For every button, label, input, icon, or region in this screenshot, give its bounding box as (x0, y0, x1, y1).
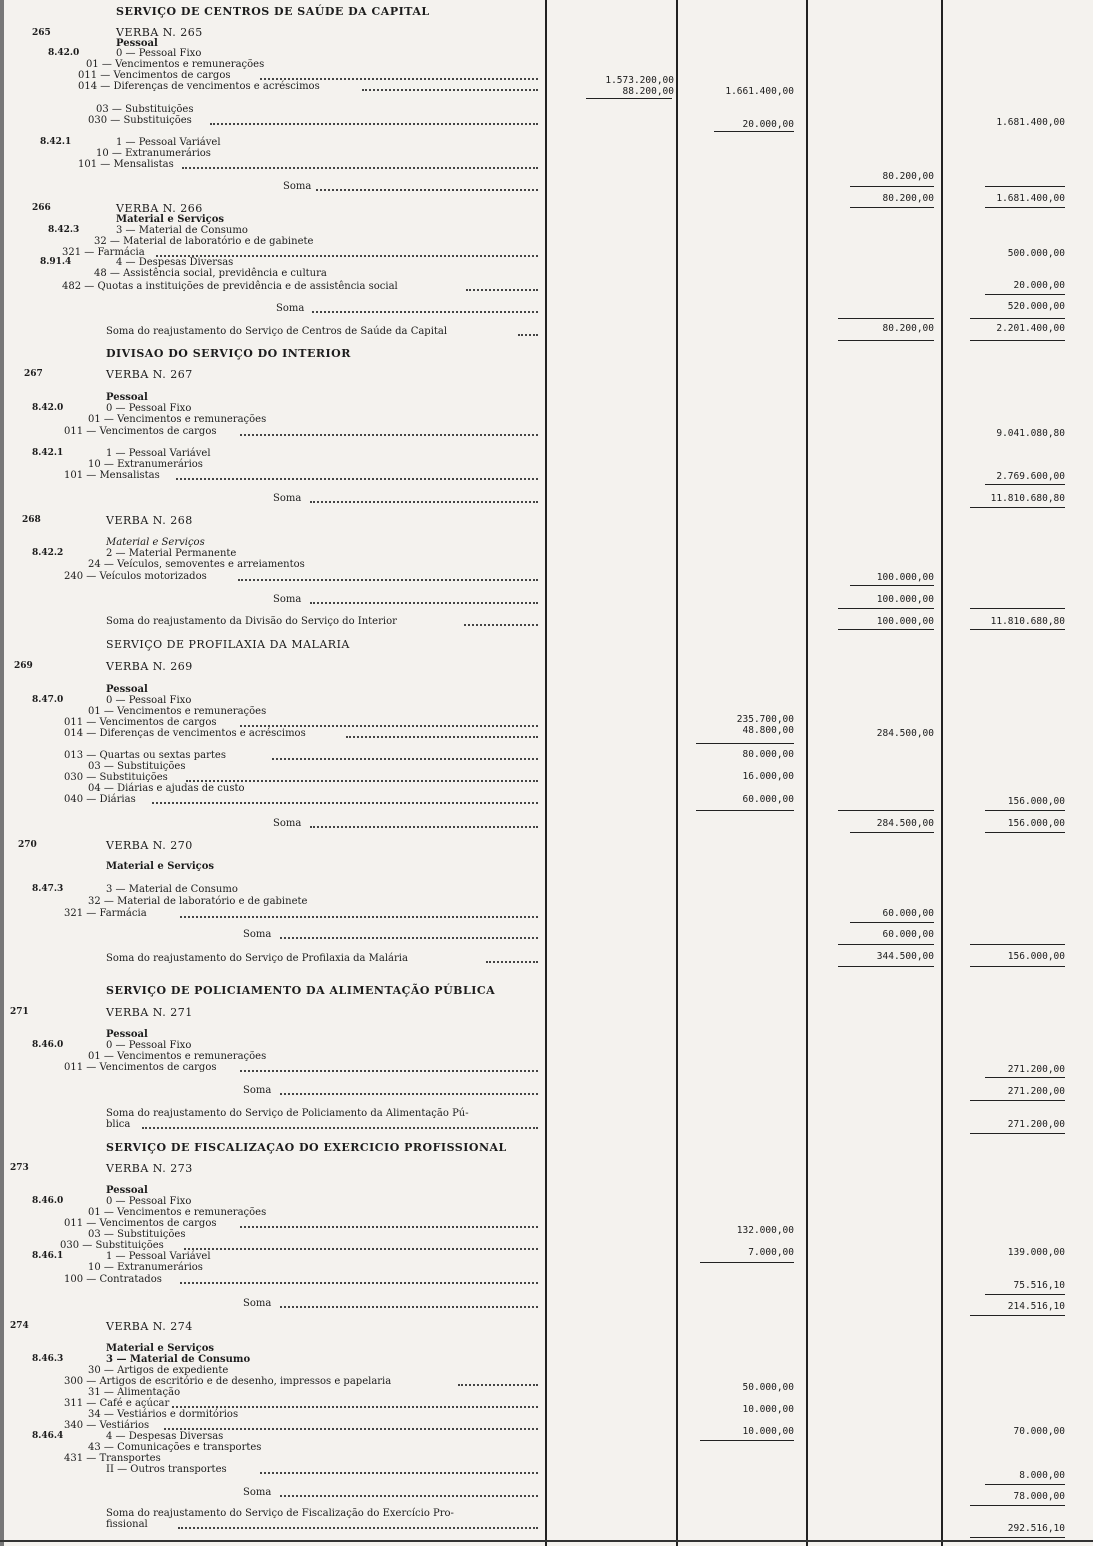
amount: 2.769.600,00 (996, 471, 1065, 482)
amount: 1.661.400,00 (725, 86, 794, 97)
total-rule (970, 1133, 1065, 1134)
amount: 235.700,00 (736, 714, 794, 725)
subtotal-rule (985, 810, 1065, 811)
verba-heading: VERBA N. 270 (106, 839, 193, 852)
item-label: 011 — Vencimentos de cargos (64, 717, 217, 728)
column-rule-2 (676, 0, 678, 1546)
item-label: 03 — Substituições (88, 1229, 186, 1240)
item-label: 32 — Material de laboratório e de gabinete (94, 236, 314, 247)
leader-dots (240, 1226, 538, 1230)
subtotal-rule (838, 944, 934, 945)
account-code: 8.47.0 (32, 695, 64, 705)
column-rule-4 (941, 0, 943, 1546)
group-label: Material e Serviços (106, 537, 205, 548)
soma-label: Soma (276, 303, 305, 314)
leader-dots (362, 89, 538, 93)
account-code: 8.42.1 (32, 448, 64, 458)
amount: 344.500,00 (876, 951, 934, 962)
total-rule (838, 966, 934, 967)
margin-code: 270 (18, 840, 37, 850)
leader-dots (280, 1306, 538, 1310)
subtotal-rule (970, 1100, 1065, 1101)
subtotal-rule (985, 294, 1065, 295)
item-label: 101 — Mensalistas (64, 470, 160, 481)
subtotal-rule (714, 131, 794, 132)
account-code: 8.46.3 (32, 1354, 64, 1364)
soma-label: Soma (273, 594, 302, 605)
total-label: fissional (106, 1519, 148, 1530)
item-label: 01 — Vencimentos e remunerações (88, 414, 267, 425)
amount: 292.516,10 (1007, 1523, 1065, 1534)
amount: 60.000,00 (882, 908, 934, 919)
item-label: 011 — Vencimentos de cargos (78, 70, 231, 81)
account-code: 8.91.4 (40, 257, 72, 267)
margin-code: 273 (10, 1163, 29, 1173)
item-label: 011 — Vencimentos de cargos (64, 1218, 217, 1229)
item-label: 482 — Quotas a instituições de previdência e de assistência social (62, 281, 398, 292)
soma-label: Soma (243, 1298, 272, 1309)
amount: 11.810.680,80 (990, 493, 1065, 504)
amount: 88.200,00 (622, 86, 674, 97)
leader-dots (240, 434, 538, 438)
soma-label: Soma (243, 1085, 272, 1096)
soma-label: Soma (273, 818, 302, 829)
verba-heading: VERBA N. 271 (106, 1006, 193, 1019)
margin-code: 274 (10, 1321, 29, 1331)
verba-heading: VERBA N. 268 (106, 514, 193, 527)
soma-label: Soma (273, 493, 302, 504)
total-label: Soma do reajustamento do Serviço de Fiscalização do Exercício Pro- (106, 1508, 454, 1519)
total-label: blica (106, 1119, 131, 1130)
item-label: 01 — Vencimentos e remunerações (88, 1051, 267, 1062)
item-label: 030 — Substituições (64, 772, 168, 783)
amount: 271.200,00 (1007, 1119, 1065, 1130)
leader-dots (310, 826, 538, 830)
margin-code: 265 (32, 28, 51, 38)
item-label: 01 — Vencimentos e remunerações (86, 59, 265, 70)
amount: 8.000,00 (1019, 1470, 1065, 1481)
account-code: 8.42.3 (48, 225, 80, 235)
leader-dots (312, 311, 538, 315)
item-label: 2 — Material Permanente (106, 548, 237, 559)
subtotal-rule (696, 810, 794, 811)
item-label: 4 — Despesas Diversas (106, 1431, 224, 1442)
item-label: 1 — Pessoal Variável (106, 448, 211, 459)
amount: 156.000,00 (1007, 951, 1065, 962)
item-label: 24 — Veículos, semoventes e arreiamentos (88, 559, 305, 570)
amount: 70.000,00 (1013, 1426, 1065, 1437)
total-label: Soma do reajustamento da Divisão do Serviço do Interior (106, 616, 397, 627)
item-label: 10 — Extranumerários (88, 1262, 203, 1273)
margin-code: 269 (14, 661, 33, 671)
subtotal-rule (850, 922, 934, 923)
subtotal-rule (985, 1484, 1065, 1485)
amount: 100.000,00 (876, 594, 934, 605)
amount: 10.000,00 (742, 1404, 794, 1415)
account-code: 8.42.0 (48, 48, 80, 58)
subtotal-rule (985, 832, 1065, 833)
amount: 284.500,00 (876, 728, 934, 739)
item-label: 03 — Substituições (88, 761, 186, 772)
subtotal-rule (985, 1294, 1065, 1295)
item-label: 3 — Material de Consumo (106, 884, 238, 895)
subtotal-rule (838, 608, 934, 609)
verba-heading: VERBA N. 265 (116, 26, 203, 39)
amount: 156.000,00 (1007, 796, 1065, 807)
amount: 1.681.400,00 (996, 193, 1065, 204)
subtotal-rule (985, 1077, 1065, 1078)
leader-dots (260, 1472, 538, 1476)
margin-code: 266 (32, 203, 51, 213)
item-label: 48 — Assistência social, previdência e cultura (94, 268, 327, 279)
item-label: 34 — Vestiários e dormitórios (88, 1409, 239, 1420)
account-code: 8.46.0 (32, 1040, 64, 1050)
amount: 520.000,00 (1007, 301, 1065, 312)
subtotal-rule (970, 608, 1065, 609)
amount: 9.041.080,80 (996, 428, 1065, 439)
item-label: 1 — Pessoal Variável (106, 1251, 211, 1262)
item-label: 101 — Mensalistas (78, 159, 174, 170)
group-label: Pessoal (106, 1029, 148, 1040)
leader-dots (280, 1093, 538, 1097)
verba-heading: VERBA N. 273 (106, 1162, 193, 1175)
group-label: Pessoal (106, 392, 148, 403)
verba-heading: VERBA N. 269 (106, 660, 193, 673)
item-label: 014 — Diferenças de vencimentos e acréscimos (78, 81, 320, 92)
total-label: Soma do reajustamento do Serviço de Policiamento da Alimentação Pú- (106, 1108, 469, 1119)
amount: 139.000,00 (1007, 1247, 1065, 1258)
leader-dots (280, 937, 538, 941)
leader-dots (458, 1384, 538, 1388)
group-label: Pessoal (106, 1185, 148, 1196)
group-label: Material e Serviços (116, 214, 225, 225)
subtotal-rule (970, 1315, 1065, 1316)
item-label: 01 — Vencimentos e remunerações (88, 706, 267, 717)
group-label: Material e Serviços (106, 1343, 215, 1354)
leader-dots (178, 1527, 538, 1531)
account-code: 8.42.0 (32, 403, 64, 413)
verba-heading: VERBA N. 267 (106, 368, 193, 381)
item-label: 0 — Pessoal Fixo (106, 403, 192, 414)
soma-label: Soma (243, 929, 272, 940)
item-label: 3 — Material de Consumo (106, 1354, 251, 1365)
amount: 16.000,00 (742, 771, 794, 782)
leader-dots (272, 758, 538, 762)
item-label: 431 — Transportes (64, 1453, 161, 1464)
item-label: 1 — Pessoal Variável (116, 137, 221, 148)
amount: 7.000,00 (748, 1247, 794, 1258)
subtotal-rule (850, 186, 934, 187)
leader-dots (182, 167, 538, 171)
column-rule-3 (806, 0, 808, 1546)
item-label: 03 — Substituições (96, 104, 194, 115)
item-label: 10 — Extranumerários (88, 459, 203, 470)
item-label: 30 — Artigos de expediente (88, 1365, 229, 1376)
group-label: Pessoal (106, 684, 148, 695)
subtotal-rule (985, 484, 1065, 485)
amount: 80.000,00 (742, 749, 794, 760)
item-label: 0 — Pessoal Fixo (106, 1196, 192, 1207)
leader-dots (518, 334, 538, 338)
item-label: 01 — Vencimentos e remunerações (88, 1207, 267, 1218)
verba-heading: VERBA N. 274 (106, 1320, 193, 1333)
leader-dots (466, 289, 538, 293)
leader-dots (152, 802, 538, 806)
soma-label: Soma (243, 1487, 272, 1498)
section-heading: SERVIÇO DE CENTROS DE SAÚDE DA CAPITAL (116, 5, 430, 18)
subtotal-rule (985, 186, 1065, 187)
leader-dots (184, 1248, 538, 1252)
item-label: 340 — Vestiários (64, 1420, 150, 1431)
item-label: 31 — Alimentação (88, 1387, 181, 1398)
item-label: 030 — Substituições (60, 1240, 164, 1251)
account-code: 8.47.3 (32, 884, 64, 894)
item-label: 32 — Material de laboratório e de gabinete (88, 896, 308, 907)
amount: 60.000,00 (882, 929, 934, 940)
amount: 214.516,10 (1007, 1301, 1065, 1312)
leader-dots (316, 189, 538, 193)
leader-dots (486, 961, 538, 965)
total-label: Soma do reajustamento do Serviço de Centros de Saúde da Capital (106, 326, 448, 337)
account-code: 8.42.2 (32, 548, 64, 558)
amount: 80.200,00 (882, 323, 934, 334)
item-label: 040 — Diárias (64, 794, 136, 805)
leader-dots (210, 123, 538, 127)
amount: 20.000,00 (742, 119, 794, 130)
subtotal-rule (850, 585, 934, 586)
item-label: 321 — Farmácia (62, 247, 145, 258)
amount: 20.000,00 (1013, 280, 1065, 291)
leader-dots (238, 579, 538, 583)
item-label: 311 — Café e açúcar (64, 1398, 170, 1409)
column-rule-1 (545, 0, 547, 1546)
subtotal-rule (838, 810, 934, 811)
leader-dots (240, 1070, 538, 1074)
total-rule (970, 966, 1065, 967)
account-code: 8.42.1 (40, 137, 72, 147)
amount: 10.000,00 (742, 1426, 794, 1437)
amount: 75.516,10 (1013, 1280, 1065, 1291)
amount: 284.500,00 (876, 818, 934, 829)
leader-dots (180, 1282, 538, 1286)
total-rule (970, 340, 1065, 341)
total-rule (970, 629, 1065, 630)
item-label: 100 — Contratados (64, 1274, 162, 1285)
subtotal-rule (970, 1505, 1065, 1506)
amount: 132.000,00 (736, 1225, 794, 1236)
item-label: 4 — Despesas Diversas (116, 257, 234, 268)
amount: 271.200,00 (1007, 1064, 1065, 1075)
amount: 271.200,00 (1007, 1086, 1065, 1097)
account-code: 8.46.0 (32, 1196, 64, 1206)
leader-dots (464, 624, 538, 628)
item-label: 011 — Vencimentos de cargos (64, 426, 217, 437)
amount: 60.000,00 (742, 794, 794, 805)
subtotal-rule (850, 832, 934, 833)
amount: 500.000,00 (1007, 248, 1065, 259)
group-label: Pessoal (116, 38, 158, 49)
margin-code: 271 (10, 1007, 29, 1017)
leader-dots (280, 1495, 538, 1499)
total-rule (970, 1537, 1065, 1538)
item-label: 300 — Artigos de escritório e de desenho, impressos e papelaria (64, 1376, 392, 1387)
item-label: 013 — Quartas ou sextas partes (64, 750, 226, 761)
subtotal-rule (700, 1262, 794, 1263)
item-label: 43 — Comunicações e transportes (88, 1442, 262, 1453)
leader-dots (310, 602, 538, 606)
item-label: 04 — Diárias e ajudas de custo (88, 783, 245, 794)
section-heading: SERVIÇO DE PROFILAXIA DA MALARIA (106, 638, 350, 651)
amount: 156.000,00 (1007, 818, 1065, 829)
group-label: Material e Serviços (106, 861, 215, 872)
item-label: 014 — Diferenças de vencimentos e acréscimos (64, 728, 306, 739)
subtotal-rule (985, 207, 1065, 208)
subtotal-rule (970, 318, 1065, 319)
total-rule (838, 629, 934, 630)
soma-label: Soma (283, 181, 312, 192)
item-label: II — Outros transportes (106, 1464, 227, 1475)
total-label: Soma do reajustamento do Serviço de Profilaxia da Malária (106, 953, 408, 964)
leader-dots (346, 736, 538, 740)
page-edge-shadow (0, 0, 4, 1546)
verba-heading: VERBA N. 266 (116, 202, 203, 215)
amount: 80.200,00 (882, 171, 934, 182)
leader-dots (310, 501, 538, 505)
subtotal-rule (586, 98, 672, 99)
leader-dots (180, 916, 538, 920)
item-label: 0 — Pessoal Fixo (116, 48, 202, 59)
account-code: 8.46.1 (32, 1251, 64, 1261)
subtotal-rule (838, 318, 934, 319)
margin-code: 267 (24, 369, 43, 379)
item-label: 0 — Pessoal Fixo (106, 695, 192, 706)
leader-dots (142, 1127, 538, 1131)
subtotal-rule (970, 944, 1065, 945)
item-label: 240 — Veículos motorizados (64, 571, 207, 582)
amount: 80.200,00 (882, 193, 934, 204)
item-label: 10 — Extranumerários (96, 148, 211, 159)
item-label: 030 — Substituições (88, 115, 192, 126)
section-heading: DIVISAO DO SERVIÇO DO INTERIOR (106, 347, 351, 360)
item-label: 321 — Farmácia (64, 908, 147, 919)
amount: 100.000,00 (876, 616, 934, 627)
margin-code: 268 (22, 515, 41, 525)
total-rule (838, 340, 934, 341)
subtotal-rule (700, 1440, 794, 1441)
amount: 50.000,00 (742, 1382, 794, 1393)
amount: 2.201.400,00 (996, 323, 1065, 334)
section-heading: SERVIÇO DE POLICIAMENTO DA ALIMENTAÇÃO PÚBLICA (106, 984, 496, 997)
subtotal-rule (970, 507, 1065, 508)
subtotal-rule (850, 207, 934, 208)
amount: 1.573.200,00 (605, 75, 674, 86)
subtotal-rule (696, 743, 794, 744)
leader-dots (176, 478, 538, 482)
amount: 78.000,00 (1013, 1491, 1065, 1502)
item-label: 011 — Vencimentos de cargos (64, 1062, 217, 1073)
amount: 100.000,00 (876, 572, 934, 583)
item-label: 3 — Material de Consumo (116, 225, 248, 236)
amount: 11.810.680,80 (990, 616, 1065, 627)
bottom-rule (0, 1540, 1093, 1542)
account-code: 8.46.4 (32, 1431, 64, 1441)
item-label: 0 — Pessoal Fixo (106, 1040, 192, 1051)
section-heading: SERVIÇO DE FISCALIZAÇAO DO EXERCICIO PROFISSIONAL (106, 1141, 507, 1154)
amount: 48.800,00 (742, 725, 794, 736)
amount: 1.681.400,00 (996, 117, 1065, 128)
